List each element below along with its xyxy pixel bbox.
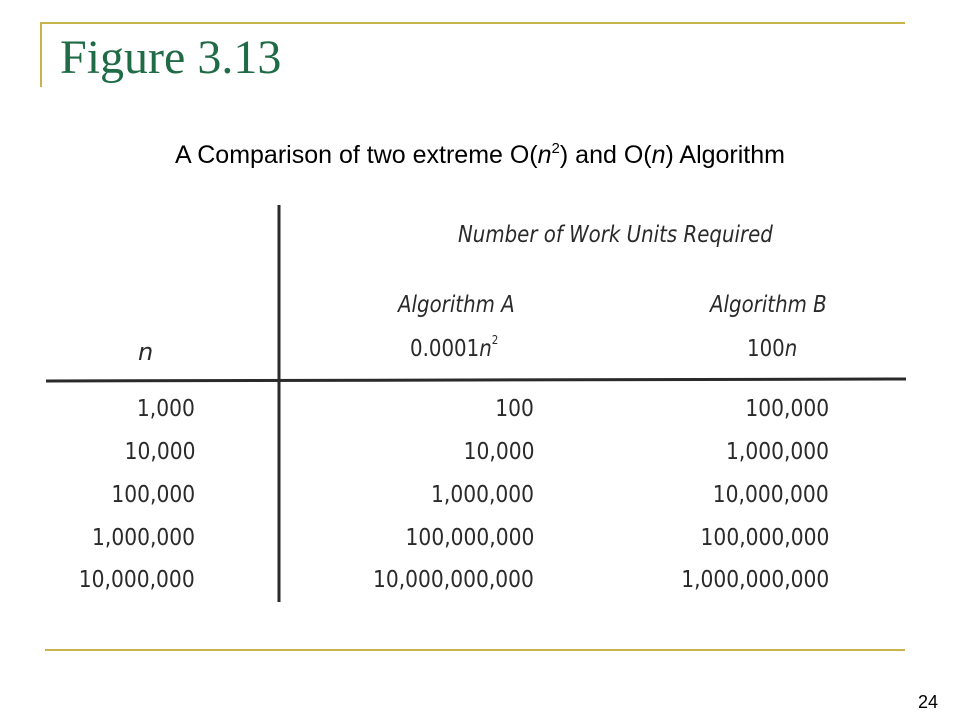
table-cell-n: 1,000,000 xyxy=(91,525,195,551)
slide-title: Figure 3.13 xyxy=(60,31,282,84)
table-cell-b: 10,000,000 xyxy=(713,482,829,508)
table-cell-a: 10,000,000,000 xyxy=(373,567,534,593)
subtitle-n-second: n xyxy=(651,141,666,169)
table-cell-b: 100,000 xyxy=(745,396,829,422)
page-number: 24 xyxy=(918,692,939,712)
table-cell-n: 1,000 xyxy=(137,396,195,422)
table-cell-n: 100,000 xyxy=(111,482,195,508)
group-header: Number of Work Units Required xyxy=(458,222,773,248)
algorithm-a-exp: 2 xyxy=(491,333,499,347)
frame-top-line xyxy=(40,22,905,24)
algorithm-b-header: Algorithm B xyxy=(710,292,827,318)
frame-left-line xyxy=(40,22,42,87)
algorithm-a-header: Algorithm A xyxy=(398,292,515,318)
subtitle-n-first: n xyxy=(537,141,552,169)
table-cell-n: 10,000 xyxy=(124,439,195,465)
subtitle-suffix: ) Algorithm xyxy=(665,141,785,169)
algorithm-a-formula xyxy=(410,333,499,362)
table-cell-a: 100 xyxy=(495,396,534,422)
subtitle-prefix: A Comparison of two extreme O( xyxy=(175,141,538,169)
slide-subtitle xyxy=(0,140,960,170)
table-cell-a: 10,000 xyxy=(463,439,534,465)
algorithm-b-var: n xyxy=(784,336,798,362)
algorithm-b-coef: 100 xyxy=(747,336,785,362)
n-column-header: n xyxy=(138,338,154,366)
table-cell-b: 1,000,000,000 xyxy=(680,567,829,593)
table-horizontal-rule xyxy=(46,379,906,381)
table-cell-n: 10,000,000 xyxy=(79,567,195,593)
subtitle-mid: ) and O( xyxy=(559,141,652,169)
frame-bottom-line xyxy=(45,649,905,651)
table-cell-b: 100,000,000 xyxy=(700,525,829,551)
table-cell-a: 1,000,000 xyxy=(430,482,534,508)
algorithm-b-formula xyxy=(747,338,797,361)
algorithm-a-var: n xyxy=(479,336,492,362)
table-cell-b: 1,000,000 xyxy=(725,439,829,465)
table-cell-a: 100,000,000 xyxy=(405,525,534,551)
algorithm-a-coef: 0.0001 xyxy=(410,336,480,362)
subtitle-exponent: 2 xyxy=(551,140,560,157)
